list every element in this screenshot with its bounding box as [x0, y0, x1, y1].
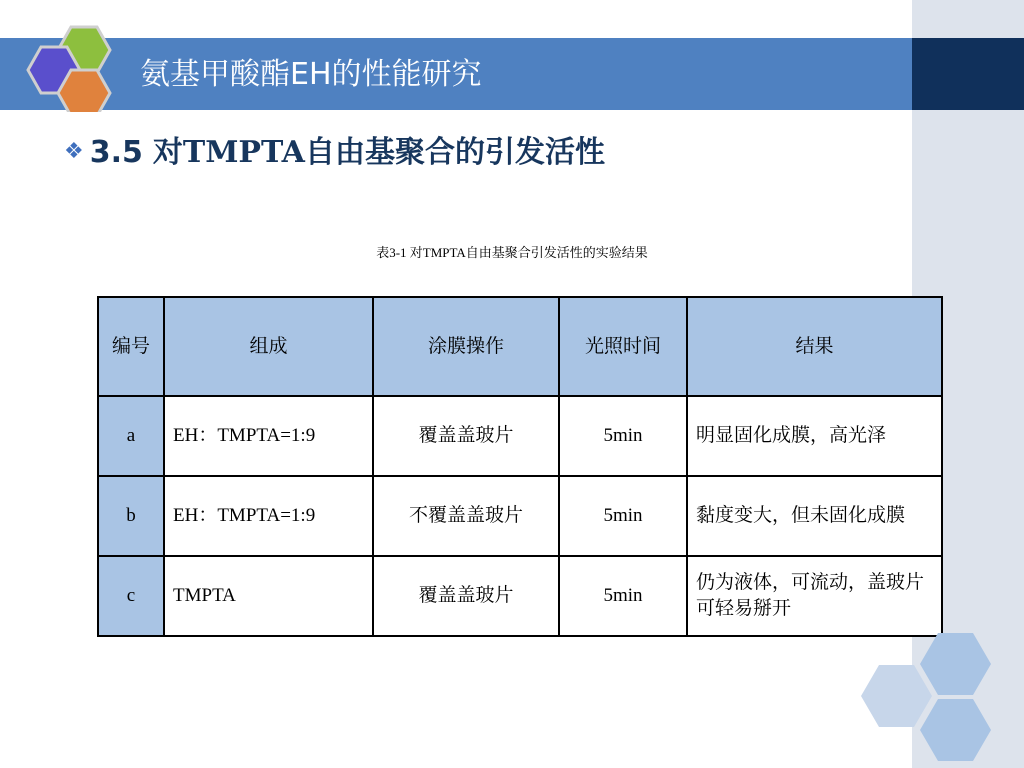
cell-result: 仍为液体，可流动，盖玻片可轻易掰开	[687, 556, 942, 636]
cell-id: b	[98, 476, 164, 556]
cell-composition: TMPTA	[164, 556, 373, 636]
cell-composition: EH：TMPTA=1:9	[164, 396, 373, 476]
hexagon-orange	[58, 70, 110, 112]
section-heading	[64, 130, 605, 174]
hexagon-deco-top	[920, 633, 991, 695]
header-id: 编号	[98, 297, 164, 396]
slide-title: 氨基甲酸酯EH的性能研究	[140, 57, 482, 92]
cell-composition: EH：TMPTA=1:9	[164, 476, 373, 556]
table-row	[98, 396, 942, 476]
cell-result: 黏度变大，但未固化成膜	[687, 476, 942, 556]
cell-coating: 覆盖盖玻片	[373, 396, 559, 476]
results-table	[97, 296, 943, 637]
section-heading-text: 对TMPTA自由基聚合的引发活性	[152, 135, 605, 170]
cell-time: 5min	[559, 396, 687, 476]
header-coating: 涂膜操作	[373, 297, 559, 396]
table-caption: 表3-1 对TMPTA自由基聚合引发活性的实验结果	[376, 245, 648, 260]
hexagon-decoration-icon	[860, 630, 1024, 768]
cell-id: c	[98, 556, 164, 636]
cell-id: a	[98, 396, 164, 476]
header-result: 结果	[687, 297, 942, 396]
diamond-bullet-icon: ❖	[64, 139, 84, 164]
table-row	[98, 476, 942, 556]
table-row	[98, 556, 942, 636]
cell-time: 5min	[559, 556, 687, 636]
table-header-row	[98, 297, 942, 396]
header-time: 光照时间	[559, 297, 687, 396]
header-dark-block	[912, 38, 1024, 110]
header-composition: 组成	[164, 297, 373, 396]
cell-result: 明显固化成膜，高光泽	[687, 396, 942, 476]
hexagon-deco-left	[861, 665, 932, 727]
hexagon-logo-icon	[10, 22, 120, 112]
section-number: 3.5	[89, 135, 143, 170]
cell-time: 5min	[559, 476, 687, 556]
cell-coating: 覆盖盖玻片	[373, 556, 559, 636]
cell-coating: 不覆盖盖玻片	[373, 476, 559, 556]
hexagon-deco-bottom	[920, 699, 991, 761]
